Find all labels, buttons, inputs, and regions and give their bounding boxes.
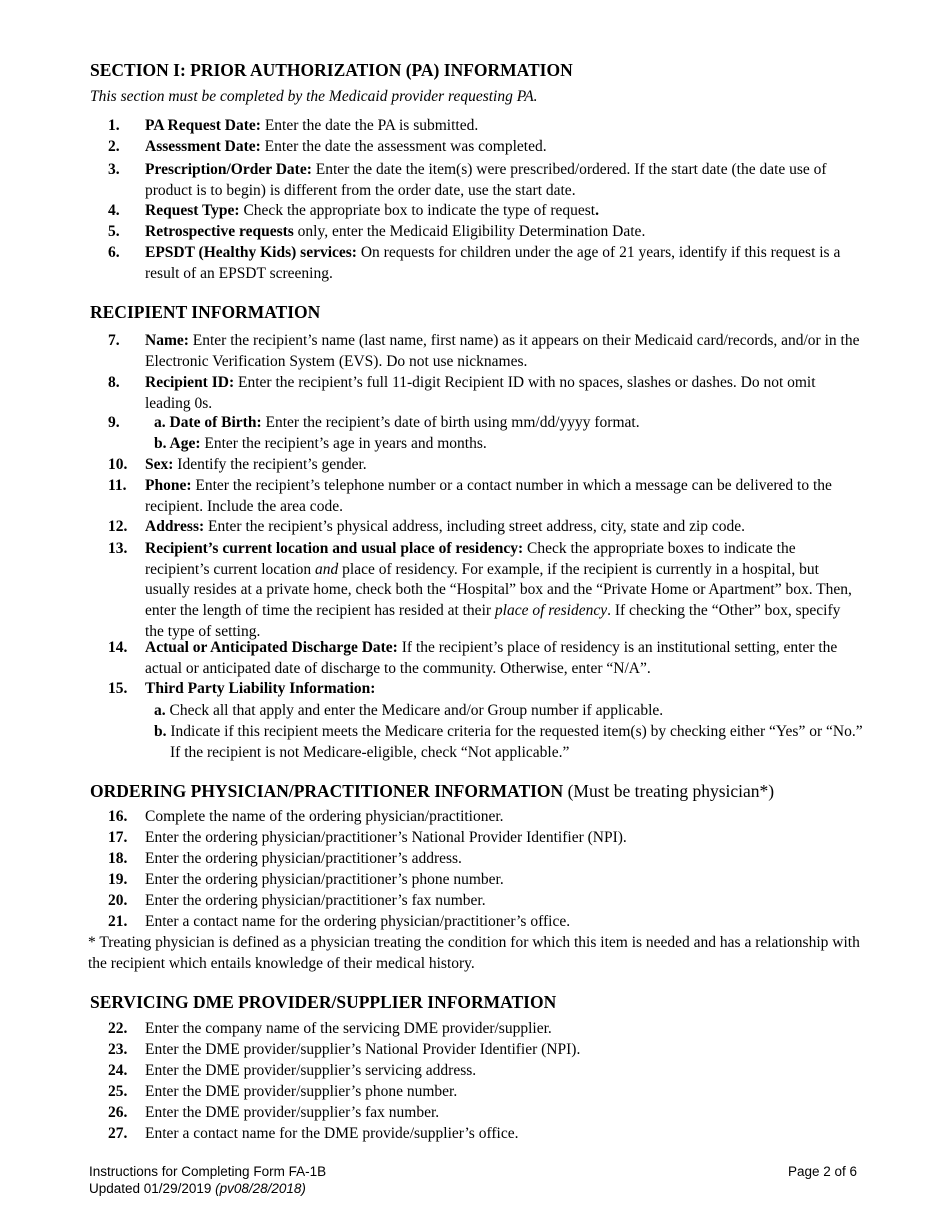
- item-label: Name:: [145, 332, 189, 349]
- item-number: 2.: [108, 138, 120, 155]
- instruction-item-18: [108, 849, 860, 870]
- instruction-item-25: [108, 1082, 860, 1103]
- physician-heading: [90, 780, 774, 802]
- instruction-item-7: [108, 331, 860, 372]
- item-text: only, enter the Medicaid Eligibility Determination Date.: [293, 223, 646, 240]
- instruction-item-27: [108, 1124, 860, 1145]
- instruction-item-15b: [154, 722, 870, 763]
- instruction-item-22: [108, 1019, 860, 1040]
- item-text: Enter the recipient’s name (last name, first name) as it appears on their Medicaid card/records, and/or in the Electronic Verification System (EVS). Do not use nicknames.: [145, 332, 860, 370]
- instruction-item-1: [108, 116, 860, 137]
- item-number: 12.: [108, 518, 128, 535]
- item-text: Check the appropriate boxes to indicate the recipient’s current location: [145, 540, 796, 578]
- sub-letter: a.: [154, 702, 166, 719]
- item-number: 19.: [108, 871, 128, 888]
- section-1-heading: SECTION I: PRIOR AUTHORIZATION (PA) INFORMATION: [90, 60, 573, 80]
- item-label: Request Type:: [145, 202, 240, 219]
- item-number: 26.: [108, 1104, 128, 1121]
- item-text: Enter a contact name for the ordering physician/practitioner’s office.: [145, 913, 571, 930]
- item-number: 3.: [108, 161, 120, 178]
- instruction-item-12: [108, 517, 860, 538]
- item-number: 25.: [108, 1083, 128, 1100]
- instruction-item-10: [108, 455, 860, 476]
- instruction-item-4: [108, 201, 860, 222]
- dme-heading: SERVICING DME PROVIDER/SUPPLIER INFORMATION: [90, 992, 557, 1012]
- item-text: Enter the DME provider/supplier’s National Provider Identifier (NPI).: [145, 1041, 581, 1058]
- instruction-item-13: [108, 539, 860, 643]
- footer-updated: [89, 1180, 306, 1197]
- instruction-item-6: [108, 243, 860, 284]
- item-number: 6.: [108, 244, 120, 261]
- item-number: 21.: [108, 913, 128, 930]
- item-label: a. Date of Birth:: [154, 414, 262, 431]
- sub-letter: b.: [154, 723, 167, 740]
- instruction-item-8: [108, 373, 860, 414]
- instruction-item-2: [108, 137, 860, 158]
- item-label: Phone:: [145, 477, 192, 494]
- item-label: PA Request Date:: [145, 117, 261, 134]
- footer-form-title: Instructions for Completing Form FA-1B: [89, 1164, 327, 1179]
- recipient-heading: RECIPIENT INFORMATION: [90, 302, 321, 322]
- item-text: Enter the recipient’s telephone number or a contact number in which a message can be delivered to the recipient. Include the area code.: [145, 477, 832, 515]
- item-label: b. Age:: [154, 435, 201, 452]
- instruction-item-9a: [108, 413, 860, 434]
- footer-updated-date: Updated 01/29/2019: [89, 1181, 216, 1196]
- section-1-intro: This section must be completed by the Medicaid provider requesting PA.: [90, 88, 538, 105]
- instruction-item-16: [108, 807, 860, 828]
- item-number: 13.: [108, 540, 128, 557]
- physician-heading-note: (Must be treating physician*): [563, 781, 775, 801]
- item-number: 14.: [108, 639, 128, 656]
- item-text: Enter the recipient’s full 11-digit Recipient ID with no spaces, slashes or dashes. Do not omit leading 0s.: [145, 374, 816, 412]
- sub-text: Indicate if this recipient meets the Medicare criteria for the requested item(s) by checking either “Yes” or “No.” If the recipient is not Medicare-eligible, check “Not applicable.”: [166, 723, 863, 761]
- item-text: place of residency. For example, if the recipient is currently in a hospital, but usually resides at a private home, check both the “Hospital” box and the “Private Home or Apartment” box. Then, enter the length of time the recipient has resided at their: [145, 560, 852, 620]
- item-label: Sex:: [145, 456, 174, 473]
- item-text: Enter the ordering physician/practitioner’s phone number.: [145, 871, 504, 888]
- item-text: Complete the name of the ordering physician/practitioner.: [145, 808, 504, 825]
- item-text: Identify the recipient’s gender.: [173, 456, 367, 473]
- item-number: 24.: [108, 1062, 128, 1079]
- item-text: Enter the recipient’s date of birth using mm/dd/yyyy format.: [261, 414, 640, 431]
- item-label: Retrospective requests: [145, 223, 294, 240]
- page-number: Page 2 of 6: [787, 1164, 857, 1179]
- footer-previous-version: (pv08/28/2018): [215, 1181, 306, 1196]
- item-label: Recipient ID:: [145, 374, 235, 391]
- item-number: 16.: [108, 808, 128, 825]
- item-text: Enter the recipient’s physical address, including street address, city, state and zip code.: [204, 518, 746, 535]
- item-label: Assessment Date:: [145, 138, 261, 155]
- item-text: Check the appropriate box to indicate the type of request: [239, 202, 596, 219]
- item-number: 1.: [108, 117, 120, 134]
- instruction-item-23: [108, 1040, 860, 1061]
- item-number: 4.: [108, 202, 120, 219]
- item-text: On requests for children under the age of 21 years, identify if this request is a result of an EPSDT screening.: [145, 244, 841, 282]
- item-text: If the recipient’s place of residency is an institutional setting, enter the actual or anticipated date of discharge to the community. Otherwise, enter “N/A”.: [145, 639, 838, 677]
- item-text: Enter the recipient’s age in years and months.: [200, 435, 487, 452]
- instruction-item-26: [108, 1103, 860, 1124]
- instruction-item-14: [108, 638, 860, 679]
- item-text: . If checking the “Other” box, specify the type of setting.: [145, 602, 841, 640]
- instruction-item-15a: [154, 701, 870, 722]
- item-text: Enter the date the item(s) were prescribed/ordered. If the start date (the date use of product is to begin) is different from the order date, use the start date.: [145, 161, 827, 199]
- item-label: Prescription/Order Date:: [145, 161, 312, 178]
- instruction-item-5: [108, 222, 860, 243]
- item-number: 11.: [108, 477, 127, 494]
- instruction-item-21: [108, 912, 860, 933]
- sub-text: Check all that apply and enter the Medicare and/or Group number if applicable.: [165, 702, 664, 719]
- item-text: Enter the ordering physician/practitioner’s address.: [145, 850, 462, 867]
- item-text: Enter a contact name for the DME provide/supplier’s office.: [145, 1125, 519, 1142]
- item-number: 10.: [108, 456, 128, 473]
- item-number: 22.: [108, 1020, 128, 1037]
- item-label: Actual or Anticipated Discharge Date:: [145, 639, 398, 656]
- item-label: Third Party Liability Information:: [145, 680, 376, 697]
- item-text: Enter the DME provider/supplier’s servicing address.: [145, 1062, 477, 1079]
- item-label: Recipient’s current location and usual place of residency:: [145, 540, 524, 557]
- item-text: Enter the DME provider/supplier’s fax number.: [145, 1104, 440, 1121]
- instruction-item-3: [108, 160, 860, 201]
- item-emphasis: and: [315, 560, 339, 578]
- item-number: 9.: [108, 414, 120, 431]
- item-number: 20.: [108, 892, 128, 909]
- instruction-item-19: [108, 870, 860, 891]
- treating-physician-note: * Treating physician is defined as a physician treating the condition for which this item is needed and has a relationship with the recipient which entails knowledge of their medical history.: [88, 934, 860, 972]
- item-number: 15.: [108, 680, 128, 697]
- item-number: 7.: [108, 332, 120, 349]
- item-emphasis: place of residency: [494, 602, 608, 620]
- instruction-item-17: [108, 828, 860, 849]
- instruction-item-15: [108, 679, 860, 700]
- item-number: 27.: [108, 1125, 128, 1142]
- item-label: EPSDT (Healthy Kids) services:: [145, 244, 357, 261]
- instruction-item-11: [108, 476, 860, 517]
- item-text: Enter the DME provider/supplier’s phone number.: [145, 1083, 458, 1100]
- instruction-item-9b: [108, 434, 860, 455]
- item-text: Enter the date the PA is submitted.: [260, 117, 479, 134]
- instruction-item-24: [108, 1061, 860, 1082]
- item-number: [108, 434, 145, 455]
- item-text: Enter the company name of the servicing DME provider/supplier.: [145, 1020, 552, 1037]
- item-number: 8.: [108, 374, 120, 391]
- instruction-item-20: [108, 891, 860, 912]
- item-text: Enter the date the assessment was completed.: [260, 138, 547, 155]
- item-number: 18.: [108, 850, 128, 867]
- item-text: Enter the ordering physician/practitioner’s fax number.: [145, 892, 486, 909]
- item-number: 5.: [108, 223, 120, 240]
- physician-heading-text: ORDERING PHYSICIAN/PRACTITIONER INFORMATION: [90, 781, 564, 801]
- item-text: Enter the ordering physician/practitioner’s National Provider Identifier (NPI).: [145, 829, 627, 846]
- item-number: 17.: [108, 829, 128, 846]
- item-label: Address:: [145, 518, 205, 535]
- item-number: 23.: [108, 1041, 128, 1058]
- item-end-period: .: [595, 202, 599, 219]
